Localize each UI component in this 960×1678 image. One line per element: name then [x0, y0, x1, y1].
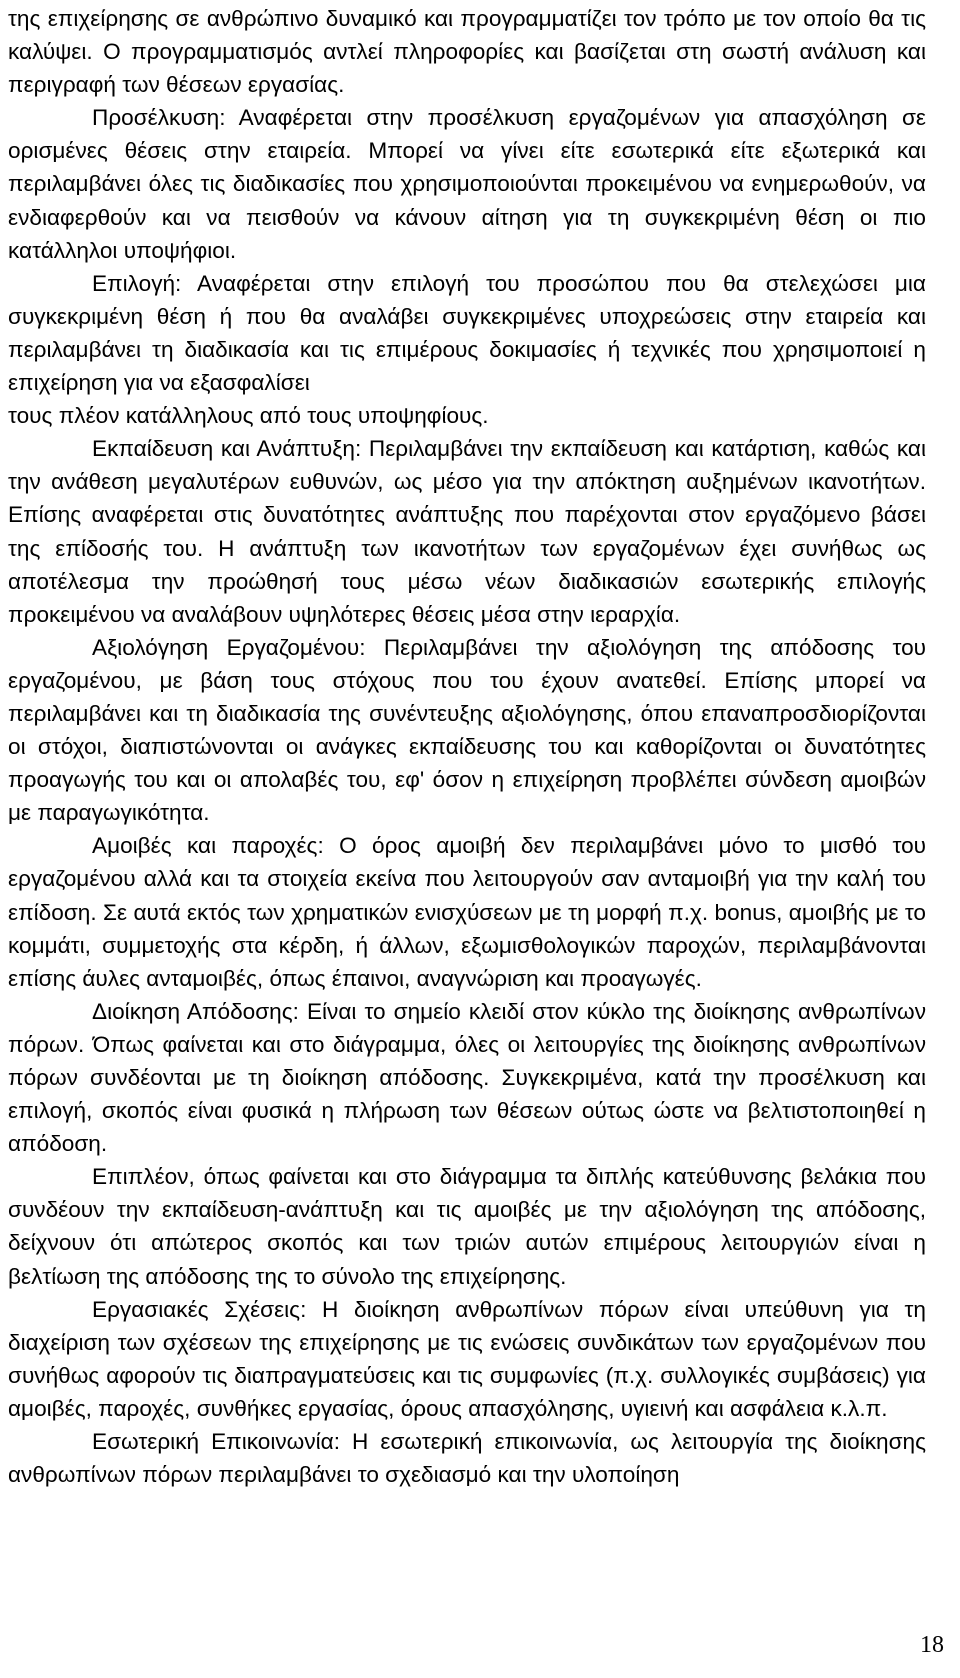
document-body: [8, 2, 926, 1491]
paragraph-hr-planning-end: της επιχείρησης σε ανθρώπινο δυναμικό και προγραμματίζει τον τρόπο με τον οποίο θα τις καλύψει. Ο προγραμματισμός αντλεί πληροφορίες και βασίζεται στη σωστή ανάλυση και περιγραφή των θέσεων εργασίας.: [8, 6, 926, 98]
paragraph-employee-evaluation: Αξιολόγηση Εργαζομένου: Περιλαμβάνει την αξιολόγηση της απόδοσης του εργαζομένου, με βάση τους στόχους που του έχουν ανατεθεί. Επίσης μπορεί να περιλαμβάνει και τη διαδικασία της συνέντευξης αξιολόγησης, όπου επαναπροσδιορίζονται οι στόχοι, διαπιστώνονται οι ανάγκες εκπαίδευσης του και καθορίζονται οι δυνατότητες προαγωγής του και οι απολαβές του, εφ' όσον η επιχείρηση προβλέπει σύνδεση αμοιβών με παραγωγικότητα.: [8, 634, 926, 826]
paragraph-training-development: Εκπαίδευση και Ανάπτυξη: Περιλαμβάνει την εκπαίδευση και κατάρτιση, καθώς και την ανάθεση μεγαλυτέρων ευθυνών, ως μέσο για την απόκτηση αυξημένων ικανοτήτων. Επίσης αναφέρεται στις δυνατότητες ανάπτυξης που παρέχονται στον εργαζόμενο βάσει της επίδοσής του. Η ανάπτυξη των ικανοτήτων των εργαζομένων έχει συνήθως ως αποτέλεσμα την προώθησή τους μέσω νέων διαδικασιών εσωτερικής επιλογής προκειμένου να αναλάβουν υψηλότερες θέσεις μέσα στην ιεραρχία.: [8, 436, 926, 627]
paragraph-selection: Επιλογή: Αναφέρεται στην επιλογή του προσώπου που θα στελεχώσει μια συγκεκριμένη θέση ή που θα αναλάβει συγκεκριμένες υποχρεώσεις στην εταιρεία και περιλαμβάνει τη διαδικασία και τις επιμέρους δοκιμασίες ή τεχνικές που χρησιμοποιεί η επιχείρηση για να εξασφαλίσει: [8, 270, 926, 396]
paragraph-diagram-arrows: Επιπλέον, όπως φαίνεται και στο διάγραμμα τα διπλής κατεύθυνσης βελάκια που συνδέουν την εκπαίδευση-ανάπτυξη και τις αμοιβές με την αξιολόγηση της απόδοσης, δείχνουν ότι απώτερος σκοπός και των τριών αυτών επιμέρους λειτουργιών είναι η βελτίωση της απόδοσης της το σύνολο της επιχείρησης.: [8, 1164, 926, 1289]
paragraph-selection-end: τους πλέον κατάλληλους από τους υποψηφίους.: [8, 403, 489, 429]
paragraph-labour-relations: Εργασιακές Σχέσεις: Η διοίκηση ανθρωπίνων πόρων είναι υπεύθυνη για τη διαχείριση των σχέσεων της επιχείρησης με τις ενώσεις συνδικάτων των εργαζομένων που συνήθως αφορούν τις διαπραγματεύσεις και τις συμφωνίες (π.χ. συλλογικές συμβάσεις) για αμοιβές, παροχές, συνθήκες εργασίας, όρους απασχόλησης, υγιεινή και ασφάλεια κ.λ.π.: [8, 1296, 926, 1421]
page-number: 18: [920, 1632, 944, 1658]
paragraph-compensation-benefits: Αμοιβές και παροχές: Ο όρος αμοιβή δεν περιλαμβάνει μόνο το μισθό του εργαζομένου αλλά και τα στοιχεία εκείνα που λειτουργούν σαν ανταμοιβή για την καλή του επίδοση. Σε αυτά εκτός των χρηματικών ενισχύσεων με τη μορφή π.χ. bonus, αμοιβής με το κομμάτι, συμμετοχής στα κέρδη, ή άλλων, εξωμισθολογικών παροχών, περιλαμβάνονται επίσης άυλες ανταμοιβές, όπως έπαινοι, αναγνώριση και προαγωγές.: [8, 833, 926, 991]
paragraph-recruitment: Προσέλκυση: Αναφέρεται στην προσέλκυση εργαζομένων για απασχόληση σε ορισμένες θέσεις στην εταιρεία. Μπορεί να γίνει είτε εσωτερικά είτε εξωτερικά και περιλαμβάνει όλες τις διαδικασίες που χρησιμοποιούνται προκειμένου να ενημερωθούν, να ενδιαφερθούν και να πεισθούν να κάνουν αίτηση για τη συγκεκριμένη θέση οι πιο κατάλληλοι υποψήφιοι.: [8, 105, 926, 263]
paragraph-performance-management: Διοίκηση Απόδοσης: Είναι το σημείο κλειδί στον κύκλο της διοίκησης ανθρωπίνων πόρων. Όπως φαίνεται και στο διάγραμμα, όλες οι λειτουργίες της διοίκησης ανθρωπίνων πόρων συνδέονται με τη διοίκηση απόδοσης. Συγκεκριμένα, κατά την προσέλκυση και επιλογή, σκοπός είναι φυσικά η πλήρωση των θέσεων ούτως ώστε να βελτιστοποιηθεί η απόδοση.: [8, 998, 926, 1157]
paragraph-internal-communication: Εσωτερική Επικοινωνία: Η εσωτερική επικοινωνία, ως λειτουργία της διοίκησης ανθρωπίνων πόρων περιλαμβάνει το σχεδιασμό και την υλοποίηση: [8, 1429, 926, 1488]
